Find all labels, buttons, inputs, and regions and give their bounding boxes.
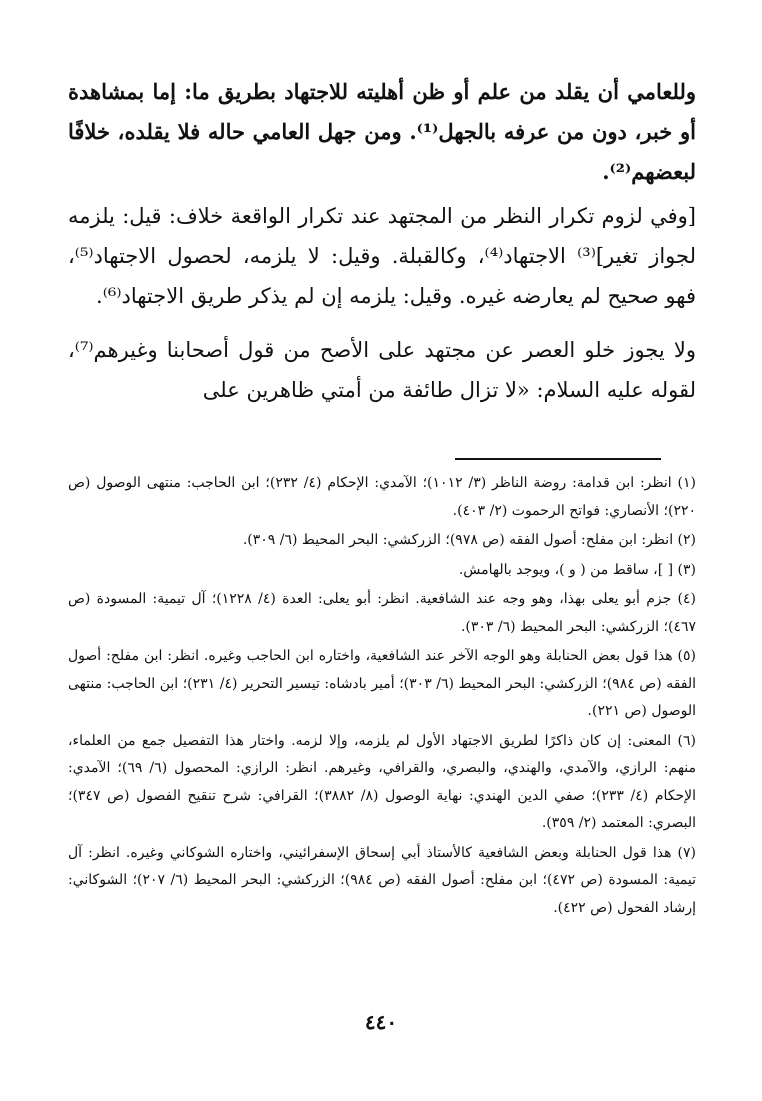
footnote-2: (٢) انظر: ابن مفلح: أصول الفقه (ص ٩٧٨)؛ الزركشي: البحر المحيط (٦/ ٣٠٩). bbox=[242, 532, 696, 548]
footnote-1: (١) انظر: ابن قدامة: روضة الناظر (٣/ ١٠١٢)؛ الآمدي: الإحكام (٤/ ٢٣٢)؛ ابن الحاجب: منتهى الوصول (ص ٢٢٠)؛ الأنصاري: فواتح الرحموت (٢/ ٤٠٣). bbox=[68, 475, 696, 519]
footnote-5: (٥) هذا قول بعض الحنابلة وهو الوجه الآخر عند الشافعية، واختاره ابن الحاجب وغيره. انظر: ابن مفلح: أصول الفقه (ص ٩٨٤)؛ الزركشي: البحر المحيط (٦/ ٣٠٣)؛ أمير بادشاه: تيسير التحرير (٤/ ٢٣١)؛ ابن الحاجب: منتهى الوصول (ص ٢٢١). bbox=[68, 648, 697, 719]
footnote-7: (٧) هذا قول الحنابلة وبعض الشافعية كالأستاذ أبي إسحاق الإسفرائيني، واختاره الشوكاني وغيره. انظر: آل تيمية: المسودة (ص ٤٧٢)؛ ابن مفلح: أصول الفقه (ص ٩٨٤)؛ الزركشي: البحر المحيط (٦/ ٢٠٧)؛ الشوكاني: إرشاد الفحول (ص ٤٢٢). bbox=[68, 844, 697, 916]
main-text bbox=[68, 72, 696, 410]
footnote-separator bbox=[455, 458, 661, 460]
footnotes bbox=[68, 470, 696, 922]
paragraph-2: [وفي لزوم تكرار النظر من المجتهد عند تكرار الواقعة خلاف: قيل: يلزمه لجواز تغير]⁽³⁾ الاجتهاد⁽⁴⁾، وكالقبلة. وقيل: لا يلزمه، لحصول الاجتهاد⁽⁵⁾، فهو صحيح لم يعارضه غيره. وقيل: يلزمه إن لم يذكر طريق الاجتهاد⁽⁶⁾. bbox=[68, 204, 696, 308]
paragraph-1: وللعامي أن يقلد من علم أو ظن أهليته للاجتهاد بطريق ما: إما بمشاهدة أو خبر، دون من عرفه بالجهل⁽¹⁾. ومن جهل العامي حاله فلا يقلده، خلافًا لبعضهم⁽²⁾. bbox=[68, 79, 696, 184]
footnote-6: (٦) المعنى: إن كان ذاكرًا لطريق الاجتهاد الأول لم يلزمه، وإلا لزمه. واختار هذا التفصيل جمع من العلماء، منهم: الرازي، والآمدي، والهندي، والبصري، والقرافي، وغيرهم. انظر: الرازي: المحصول (٦/ ٦٩)؛ الآمدي: الإحكام (٤/ ٢٣٣)؛ صفي الدين الهندي: نهاية الوصول (٨/ ٣٨٨٢)؛ القرافي: شرح تنقيح الفصول (ص ٣٤٧)؛ البصري: المعتمد (٢/ ٣٥٩). bbox=[68, 732, 697, 831]
footnote-4: (٤) جزم أبو يعلى بهذا، وهو وجه عند الشافعية. انظر: أبو يعلى: العدة (٤/ ١٢٢٨)؛ آل تيمية: المسودة (ص ٤٦٧)؛ الزركشي: البحر المحيط (٦/ ٣٠٣). bbox=[68, 591, 696, 635]
paragraph-3: ولا يجوز خلو العصر عن مجتهد على الأصح من قول أصحابنا وغيرهم⁽⁷⁾، لقوله عليه السلام: «لا تزال طائفة من أمتي ظاهرين على bbox=[68, 338, 696, 402]
page-number: ٤٤٠ bbox=[364, 1010, 398, 1034]
footnote-3: (٣) [ ]، ساقط من ( و )، ويوجد بالهامش. bbox=[458, 561, 696, 578]
